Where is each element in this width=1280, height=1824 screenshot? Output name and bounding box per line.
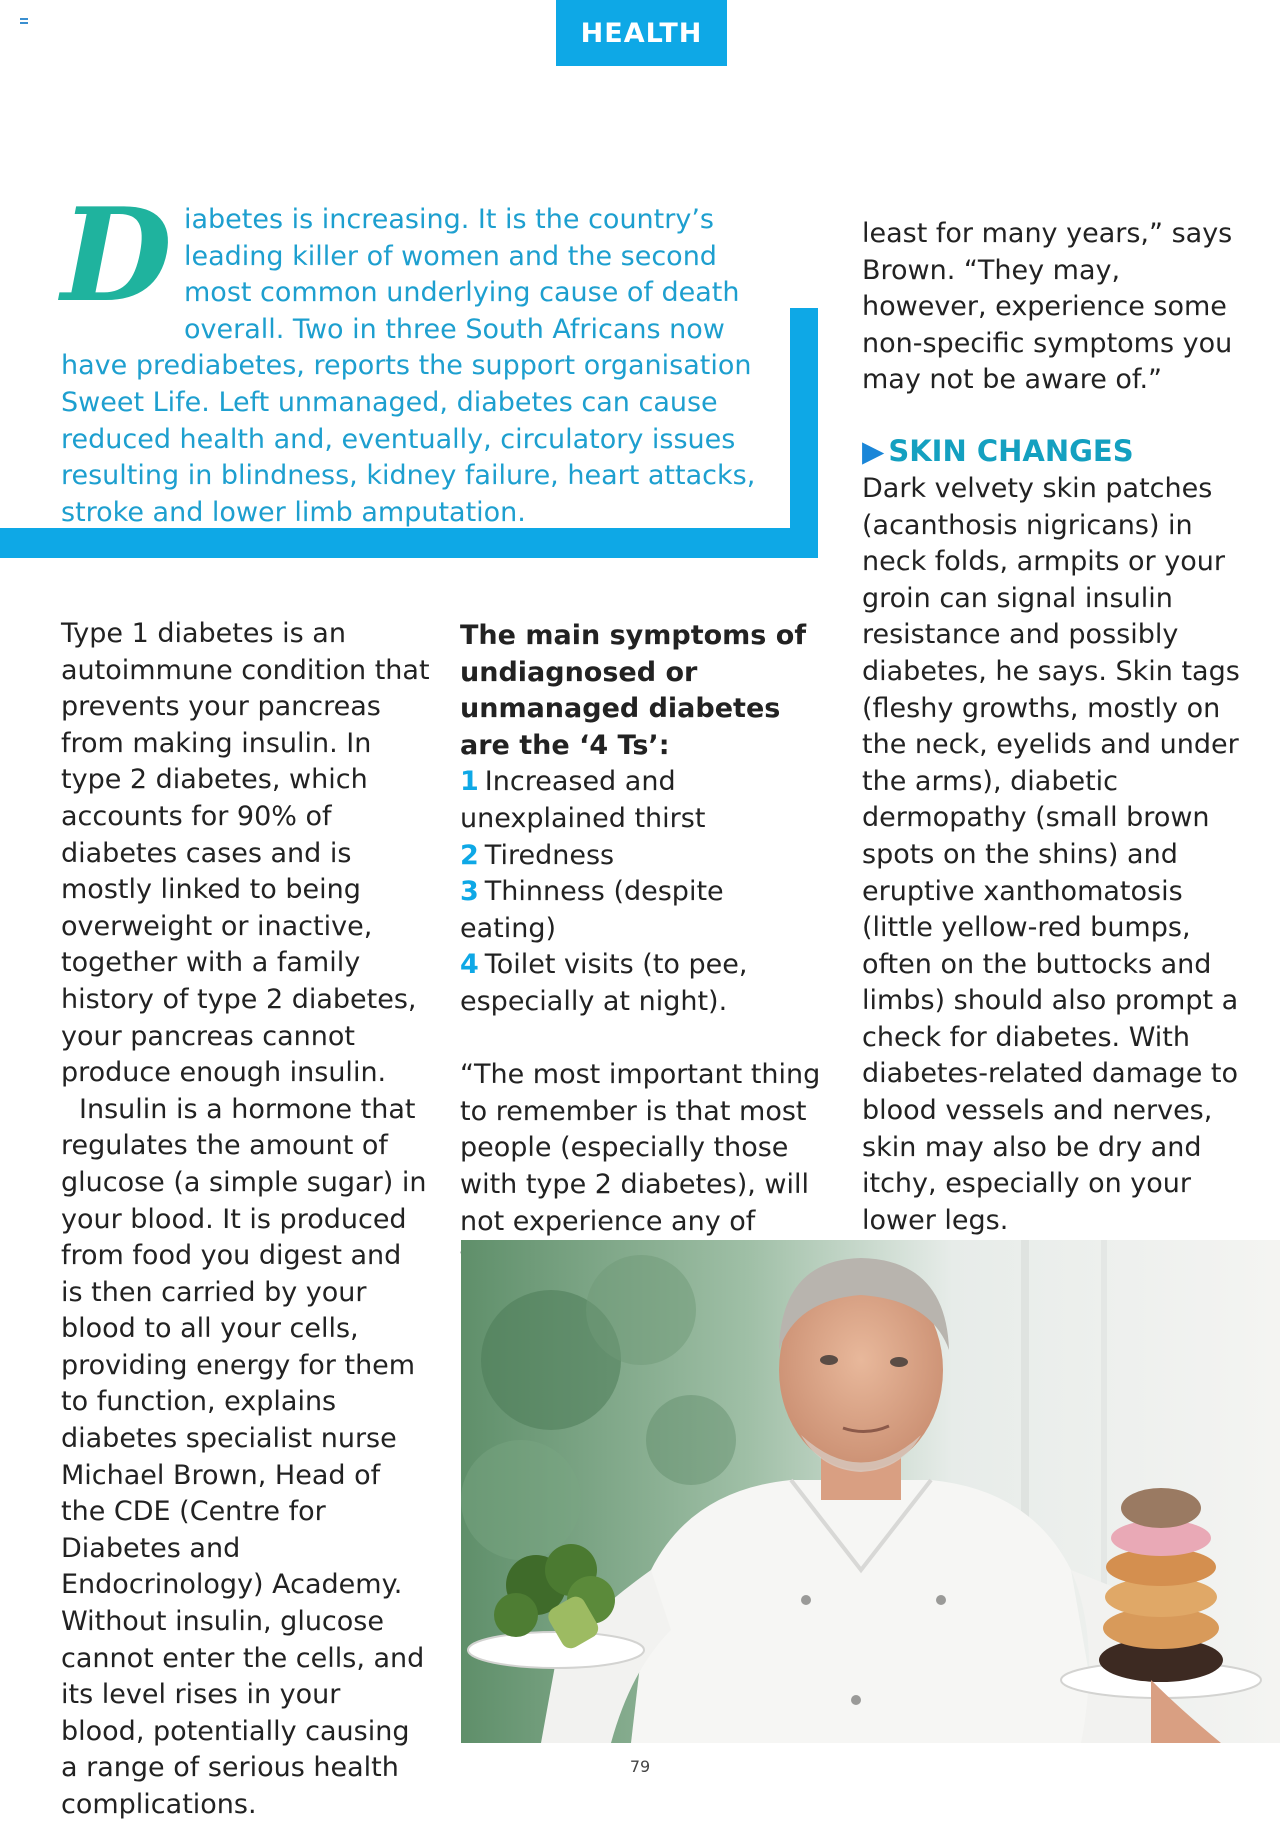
intro-paragraph bbox=[61, 181, 771, 531]
menu-icon[interactable] bbox=[20, 18, 28, 26]
body-paragraph: Type 1 diabetes is an autoimmune condition that prevents your pancreas from making insulin. In type 2 diabetes, which accounts for 90% of diabetes cases and is mostly linked to being overweight or inactive, together with a family history of type 2 diabetes, your pancreas cannot produce enough insulin. bbox=[61, 618, 430, 1089]
photo-illustration bbox=[461, 1240, 1280, 1743]
intro-frame-vertical-bar bbox=[790, 308, 818, 558]
body-paragraph: least for many years,” says Brown. “They may, however, experience some non-specific symptoms you may not be aware of.” bbox=[862, 218, 1233, 396]
intro-text: iabetes is increasing. It is the country’s leading killer of women and the second most common underlying cause of death overall. Two in three South Africans now have prediabetes, reports the support organisation Sweet Life. Left unmanaged, diabetes can cause reduced health and, eventually, circulatory issues resulting in blindness, kidney failure, heart attacks, stroke and lower limb amputation. bbox=[61, 204, 756, 528]
column-left bbox=[61, 616, 431, 1824]
list-item-text: Thinness (despite eating) bbox=[460, 876, 724, 944]
paragraph-gap bbox=[460, 1021, 825, 1058]
list-item bbox=[460, 838, 825, 875]
quote-paragraph: “The most important thing to remember is that most people (especially those with type 2 diabetes), will not experience any of bbox=[460, 1059, 821, 1237]
subheading bbox=[862, 433, 1242, 469]
subheading-text: SKIN CHANGES bbox=[888, 433, 1134, 468]
list-item-text: Increased and unexplained thirst bbox=[460, 766, 706, 834]
symptoms-list bbox=[460, 764, 825, 1020]
list-item bbox=[460, 764, 825, 837]
intro-frame-horizontal-bar bbox=[0, 528, 818, 558]
list-number: 4 bbox=[460, 949, 479, 981]
symptoms-heading: The main symptoms of undiagnosed or unmanaged diabetes are the ‘4 Ts’: bbox=[460, 620, 807, 761]
column-middle bbox=[460, 618, 825, 1313]
photo-man-broccoli-donuts bbox=[461, 1240, 1280, 1743]
body-paragraph: Insulin is a hormone that regulates the amount of glucose (a simple sugar) in your blood. It is produced from food you digest and is then carried by your blood to all your cells, providing energy for them to function, explains diabetes specialist nurse Michael Brown, Head of the CDE (Centre for Diabetes and Endocrinology) Academy. Without insulin, glucose cannot enter the cells, and its level rises in your blood, potentially causing a range of serious health complications. bbox=[61, 1093, 427, 1820]
page-number: 79 bbox=[629, 1757, 651, 1776]
list-number: 1 bbox=[460, 766, 479, 798]
list-item-text: Tiredness bbox=[484, 839, 615, 871]
column-right bbox=[862, 216, 1242, 1239]
list-number: 2 bbox=[460, 839, 479, 871]
drop-cap: D bbox=[61, 181, 172, 331]
list-number: 3 bbox=[460, 876, 479, 908]
play-arrow-icon: ▶ bbox=[862, 433, 885, 468]
body-paragraph: Dark velvety skin patches (acanthosis nigricans) in neck folds, armpits or your groin can signal insulin resistance and possibly diabetes, he says. Skin tags (fleshy growths, mostly on the neck, eyelids and under the arms), diabetic dermopathy (small brown spots on the shins) and eruptive xanthomatosis (little yellow-red bumps, often on the buttocks and limbs) should also prompt a check for diabetes. With diabetes-related damage to blood vessels and nerves, skin may also be dry and itchy, especially on your lower legs. bbox=[862, 472, 1240, 1236]
section-tab: HEALTH bbox=[556, 0, 727, 66]
list-item bbox=[460, 874, 825, 947]
list-item-text: Toilet visits (to pee, especially at night). bbox=[460, 949, 748, 1017]
list-item bbox=[460, 947, 825, 1020]
